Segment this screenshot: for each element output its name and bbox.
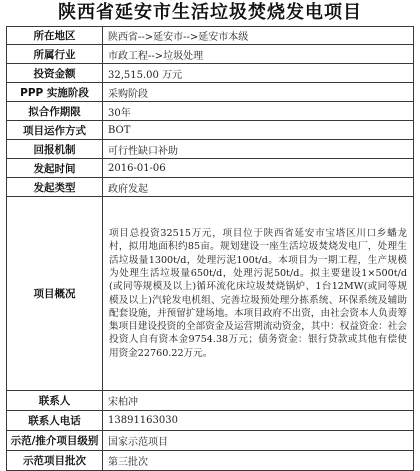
row-contact [7, 391, 414, 411]
row-launch-type [7, 178, 414, 197]
contact-value: 宋柏冲 [103, 391, 414, 411]
row-industry [7, 45, 414, 64]
launch-date-label: 发起时间 [7, 159, 103, 178]
region-label: 所在地区 [7, 27, 103, 45]
row-return-mechanism [7, 140, 414, 159]
row-operation-mode [7, 121, 414, 140]
return-mechanism-label: 回报机制 [7, 140, 103, 159]
row-overview [7, 197, 414, 391]
launch-type-label: 发起类型 [7, 178, 103, 197]
phone-value: 13891163030 [103, 411, 414, 431]
industry-value: 市政工程-->垃圾处理 [103, 45, 414, 64]
demo-batch-value: 第三批次 [103, 451, 414, 471]
ppp-stage-label: PPP 实施阶段 [7, 83, 103, 102]
row-region [7, 27, 414, 45]
investment-label: 投资金额 [7, 64, 103, 83]
term-value: 30年 [103, 102, 414, 121]
term-label: 拟合作期限 [7, 102, 103, 121]
row-demo-batch [7, 451, 414, 471]
operation-mode-label: 项目运作方式 [7, 121, 103, 140]
demo-batch-label: 示范项目批次 [7, 451, 103, 471]
page-title: 陕西省延安市生活垃圾焚烧发电项目 [58, 2, 362, 23]
phone-label: 联系人电话 [7, 411, 103, 431]
row-demo-level [7, 431, 414, 451]
overview-text: 项目总投资32515万元，项目位于陕西省延安市宝塔区川口乡蟠龙村，拟用地面积约85亩。规划建设一座生活垃圾焚烧发电厂，处理生活垃圾量1300t/d，处理污泥100t/d。本项目为一期工程，生产规模为处理生活垃圾量650t/d，处理污泥50t/d。拟主要建设1×500t/d(或同等规模及以上)循环流化床垃圾焚烧锅炉、1台12MW(或同等规模及以上)汽轮发电机组、完善垃圾预处理分拣系统、环保系统及辅助配套设施，并预留扩建场地。本项目政府不出资，由社会资本人负责筹集项目建设投资的全部资金及运营期流动资金，其中：权益资金：社会投资人自有资本金9754.38万元；债务资金：银行贷款或其他有偿使用资金22760.22万元。 [103, 197, 414, 391]
project-info-table [6, 26, 414, 471]
row-launch-date [7, 159, 414, 178]
overview-label: 项目概况 [7, 197, 103, 391]
launch-type-value: 政府发起 [103, 178, 414, 197]
contact-label: 联系人 [7, 391, 103, 411]
investment-value: 32,515.00 万元 [103, 64, 414, 83]
row-term [7, 102, 414, 121]
row-phone [7, 411, 414, 431]
return-mechanism-value: 可行性缺口补助 [103, 140, 414, 159]
operation-mode-value: BOT [103, 121, 414, 140]
industry-label: 所属行业 [7, 45, 103, 64]
ppp-stage-value: 采购阶段 [103, 83, 414, 102]
region-value: 陕西省-->延安市-->延安市本级 [103, 27, 414, 45]
row-investment [7, 64, 414, 83]
launch-date-value: 2016-01-06 [103, 159, 414, 178]
row-ppp-stage [7, 83, 414, 102]
demo-level-label: 示范/推介项目级别 [7, 431, 103, 451]
demo-level-value: 国家示范项目 [103, 431, 414, 451]
